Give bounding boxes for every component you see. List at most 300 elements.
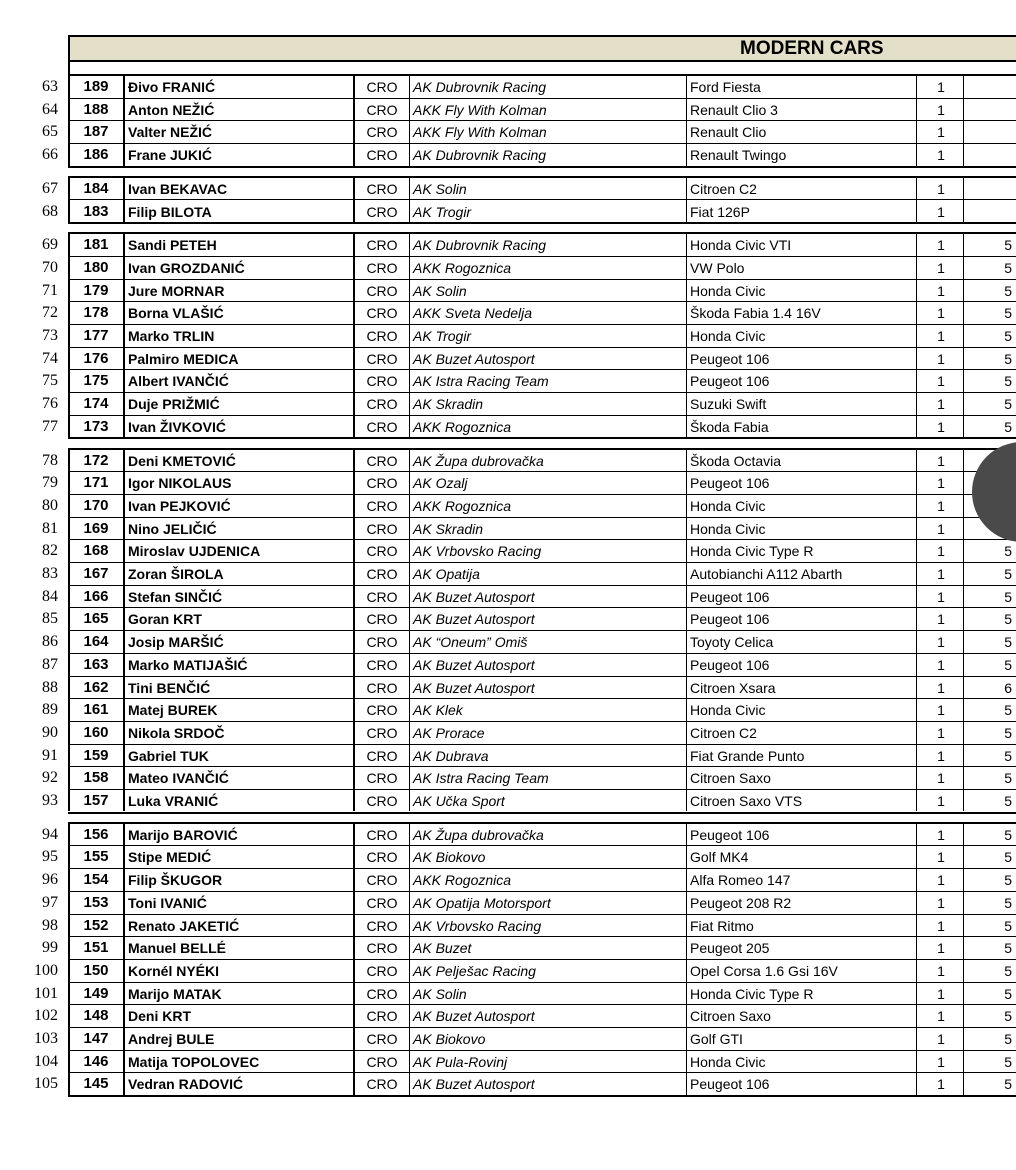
- nationality: CRO: [366, 124, 398, 141]
- group-value: 5: [1004, 1031, 1012, 1047]
- car-model: Peugeot 106: [690, 1076, 770, 1093]
- class-value: 1: [937, 237, 945, 254]
- column-divider: [686, 448, 687, 811]
- driver-name: Toni IVANIĆ: [128, 894, 207, 911]
- car-model: Škoda Octavia: [690, 452, 782, 469]
- club-name: AK Istra Racing Team: [413, 770, 549, 787]
- column-divider: [916, 177, 917, 222]
- column-divider: [123, 233, 125, 437]
- car-model: Honda Civic: [690, 497, 766, 514]
- class-value: 1: [937, 634, 945, 651]
- nationality: CRO: [366, 452, 398, 469]
- row-index: 95: [42, 848, 58, 866]
- row-divider: [68, 744, 1016, 745]
- class-value: 1: [937, 305, 945, 322]
- group-value: 5: [1004, 940, 1012, 957]
- car-model: Honda Civic: [690, 328, 766, 344]
- class-value: 1: [937, 396, 945, 413]
- start-number: 163: [83, 655, 109, 673]
- class-value: 1: [937, 894, 945, 911]
- row-index: 82: [42, 542, 58, 560]
- class-value: 1: [937, 917, 945, 934]
- class-value: 1: [937, 543, 945, 560]
- row-index: 91: [42, 746, 58, 764]
- driver-name: Duje PRIŽMIĆ: [128, 396, 220, 413]
- group-value: [966, 144, 1016, 166]
- car-model: Renault Clio: [690, 124, 767, 141]
- club-name: AK Učka Sport: [413, 793, 505, 809]
- column-divider: [68, 75, 70, 166]
- row-index: 68: [42, 202, 58, 220]
- start-number: 151: [83, 939, 109, 957]
- start-number: 177: [83, 327, 109, 344]
- nationality: CRO: [366, 656, 398, 673]
- group-value: 5: [1004, 849, 1012, 866]
- nationality: CRO: [366, 793, 398, 809]
- club-name: AK Solin: [413, 282, 467, 299]
- driver-name: Gabriel TUK: [128, 747, 209, 764]
- club-name: AKK Rogoznica: [413, 418, 512, 435]
- nationality: CRO: [366, 180, 398, 197]
- row-index: 94: [42, 825, 58, 843]
- column-divider: [68, 823, 70, 1095]
- car-model: Citroen Saxo: [690, 1008, 771, 1025]
- nationality: CRO: [366, 634, 398, 651]
- driver-name: Luka VRANIĆ: [128, 793, 219, 809]
- start-number: 189: [83, 78, 109, 95]
- club-name: AK Dubrava: [413, 747, 489, 764]
- driver-name: Palmiro MEDICA: [128, 350, 239, 367]
- club-name: AK Buzet Autosport: [413, 1076, 535, 1093]
- group-value: 5: [1004, 396, 1012, 413]
- driver-name: Nino JELIČIĆ: [128, 520, 217, 537]
- nationality: CRO: [366, 1008, 398, 1025]
- car-model: Honda Civic: [690, 282, 766, 299]
- row-index: 81: [42, 519, 58, 537]
- column-divider: [686, 75, 687, 166]
- group-value: 5: [1004, 611, 1012, 628]
- group-value: 5: [1004, 282, 1012, 299]
- class-value: 1: [937, 826, 945, 843]
- driver-name: Matej BUREK: [128, 702, 218, 719]
- start-number: 153: [83, 893, 109, 911]
- group-value: 5: [1004, 872, 1012, 889]
- car-model: Škoda Fabia: [690, 418, 769, 435]
- driver-name: Anton NEŽIĆ: [128, 101, 215, 118]
- row-index: 96: [42, 871, 58, 889]
- start-number: 167: [83, 565, 109, 582]
- nationality: CRO: [366, 1053, 398, 1070]
- column-divider: [916, 448, 917, 811]
- car-model: Renault Clio 3: [690, 101, 778, 118]
- car-model: Honda Civic: [690, 1053, 766, 1070]
- nationality: CRO: [366, 147, 398, 164]
- class-value: 1: [937, 373, 945, 390]
- group-value: [966, 121, 1016, 143]
- start-number: 184: [83, 179, 109, 197]
- club-name: AK Vrbovsko Racing: [413, 917, 542, 934]
- car-model: Citroen Saxo VTS: [690, 793, 803, 809]
- nationality: CRO: [366, 770, 398, 787]
- group-value: 6: [1004, 679, 1012, 696]
- column-divider: [353, 177, 355, 222]
- group-value: 5: [1004, 702, 1012, 719]
- nationality: CRO: [366, 328, 398, 344]
- nationality: CRO: [366, 373, 398, 390]
- row-index: 88: [42, 678, 58, 696]
- start-number: 148: [83, 1007, 109, 1025]
- start-number: 150: [83, 961, 109, 979]
- class-value: 1: [937, 985, 945, 1002]
- row-divider: [68, 1095, 1016, 1097]
- start-number: 152: [83, 916, 109, 934]
- driver-name: Nikola SRDOČ: [128, 724, 225, 741]
- driver-name: Đivo FRANIĆ: [128, 79, 216, 95]
- column-divider: [123, 177, 125, 222]
- column-divider: [963, 177, 964, 222]
- club-name: AK Opatija Motorsport: [413, 894, 551, 911]
- start-number: 187: [83, 123, 109, 141]
- group-value: 5: [1004, 350, 1012, 367]
- row-index: 97: [42, 893, 58, 911]
- row-index: 100: [34, 961, 58, 979]
- driver-name: Manuel BELLÉ: [128, 940, 227, 957]
- row-index: 101: [34, 984, 58, 1002]
- group-value: 5: [1004, 770, 1012, 787]
- start-number: 173: [83, 417, 109, 435]
- group-value: 5: [1004, 305, 1012, 322]
- column-divider: [353, 823, 355, 1095]
- start-number: 174: [83, 395, 109, 413]
- group-value: 5: [1004, 962, 1012, 979]
- driver-name: Kornél NYÉKI: [128, 962, 220, 979]
- start-number: 188: [83, 100, 109, 118]
- row-index: 87: [42, 655, 58, 673]
- car-model: Citroen Xsara: [690, 679, 776, 696]
- nationality: CRO: [366, 305, 398, 322]
- nationality: CRO: [366, 962, 398, 979]
- club-name: AK Trogir: [413, 203, 472, 220]
- club-name: AKK Rogoznica: [413, 259, 512, 276]
- row-index: 92: [42, 769, 58, 787]
- class-value: 1: [937, 259, 945, 276]
- club-name: AK Trogir: [413, 328, 472, 344]
- start-number: 155: [83, 848, 109, 866]
- nationality: CRO: [366, 497, 398, 514]
- group-value: [966, 76, 1016, 98]
- start-number: 169: [83, 519, 109, 537]
- nationality: CRO: [366, 826, 398, 843]
- start-number: 176: [83, 349, 109, 367]
- class-value: 1: [937, 350, 945, 367]
- nationality: CRO: [366, 894, 398, 911]
- column-divider: [68, 177, 70, 222]
- group-value: 5: [1004, 917, 1012, 934]
- car-model: Peugeot 106: [690, 373, 770, 390]
- nationality: CRO: [366, 985, 398, 1002]
- class-value: 1: [937, 566, 945, 582]
- driver-name: Renato JAKETIĆ: [128, 917, 240, 934]
- club-name: AK Solin: [413, 985, 467, 1002]
- driver-name: Marko TRLIN: [128, 328, 215, 344]
- nationality: CRO: [366, 520, 398, 537]
- start-number: 154: [83, 871, 109, 889]
- car-model: Peugeot 106: [690, 475, 770, 492]
- driver-name: Deni KMETOVIĆ: [128, 452, 236, 469]
- row-index: 70: [42, 258, 58, 276]
- group-value: 5: [1004, 634, 1012, 651]
- driver-name: Jure MORNAR: [128, 282, 225, 299]
- club-name: AK Klek: [413, 702, 463, 719]
- class-value: 1: [937, 872, 945, 889]
- nationality: CRO: [366, 418, 398, 435]
- row-index: 64: [42, 100, 58, 118]
- class-value: 1: [937, 180, 945, 197]
- column-divider: [353, 233, 355, 437]
- row-index: 105: [34, 1075, 58, 1093]
- column-divider: [916, 823, 917, 1095]
- column-divider: [409, 233, 410, 437]
- group-value: 5: [1004, 588, 1012, 605]
- driver-name: Miroslav UJDENICA: [128, 543, 261, 560]
- driver-name: Frane JUKIĆ: [128, 147, 213, 164]
- nationality: CRO: [366, 849, 398, 866]
- start-number: 180: [83, 258, 109, 276]
- group-value: 5: [1004, 1053, 1012, 1070]
- car-model: Peugeot 106: [690, 350, 770, 367]
- group-value: [966, 178, 1016, 200]
- nationality: CRO: [366, 611, 398, 628]
- column-divider: [686, 233, 687, 437]
- class-value: 1: [937, 656, 945, 673]
- row-index: 76: [42, 395, 58, 413]
- club-name: AK Dubrovnik Racing: [413, 147, 547, 164]
- group-value: 5: [1004, 1008, 1012, 1025]
- car-model: Peugeot 106: [690, 588, 770, 605]
- start-number: 157: [83, 792, 109, 809]
- class-value: 1: [937, 520, 945, 537]
- row-index: 79: [42, 474, 58, 492]
- car-model: Alfa Romeo 147: [690, 872, 791, 889]
- driver-name: Andrej BULE: [128, 1031, 215, 1047]
- row-index: 98: [42, 916, 58, 934]
- nationality: CRO: [366, 747, 398, 764]
- class-value: 1: [937, 101, 945, 118]
- start-number: 165: [83, 610, 109, 628]
- column-divider: [68, 448, 70, 811]
- club-name: AK Opatija: [413, 566, 480, 582]
- group-value: 5: [1004, 1076, 1012, 1093]
- car-model: Peugeot 106: [690, 826, 770, 843]
- driver-name: Igor NIKOLAUS: [128, 475, 232, 492]
- group-value: [966, 201, 1016, 223]
- driver-name: Vedran RADOVIĆ: [128, 1076, 244, 1093]
- column-divider: [916, 233, 917, 437]
- driver-name: Tini BENČIĆ: [128, 679, 211, 696]
- nationality: CRO: [366, 588, 398, 605]
- start-number: 186: [83, 146, 109, 164]
- class-value: 1: [937, 282, 945, 299]
- car-model: Peugeot 106: [690, 611, 770, 628]
- nationality: CRO: [366, 702, 398, 719]
- row-index: 69: [42, 236, 58, 254]
- start-number: 183: [83, 202, 109, 220]
- class-value: 1: [937, 452, 945, 469]
- car-model: Golf GTI: [690, 1031, 743, 1047]
- club-name: AK Župa dubrovačka: [413, 826, 544, 843]
- class-value: 1: [937, 475, 945, 492]
- group-value: 5: [1004, 418, 1012, 435]
- group-value: 5: [1004, 656, 1012, 673]
- class-value: 1: [937, 497, 945, 514]
- class-value: 1: [937, 611, 945, 628]
- row-index: 85: [42, 610, 58, 628]
- row-index: 99: [42, 939, 58, 957]
- group-value: 5: [1004, 747, 1012, 764]
- column-divider: [409, 823, 410, 1095]
- class-value: 1: [937, 770, 945, 787]
- nationality: CRO: [366, 396, 398, 413]
- row-divider: [68, 812, 1016, 814]
- club-name: AK “Oneum” Omiš: [413, 634, 528, 651]
- driver-name: Ivan GROZDANIĆ: [128, 259, 245, 276]
- group-value: 5: [1004, 259, 1012, 276]
- nationality: CRO: [366, 350, 398, 367]
- start-number: 146: [83, 1052, 109, 1070]
- start-number: 172: [83, 451, 109, 469]
- start-number: 175: [83, 372, 109, 390]
- section-title: MODERN CARS: [740, 38, 884, 59]
- row-index: 78: [42, 451, 58, 469]
- club-name: AK Buzet Autosport: [413, 1008, 535, 1025]
- row-index: 83: [42, 565, 58, 582]
- car-model: Peugeot 208 R2: [690, 894, 792, 911]
- class-value: 1: [937, 79, 945, 95]
- row-index: 73: [42, 327, 58, 344]
- row-divider: [68, 166, 1016, 168]
- driver-name: Zoran ŠIROLA: [128, 566, 224, 582]
- start-number: 171: [83, 474, 109, 492]
- column-divider: [963, 233, 964, 437]
- nationality: CRO: [366, 101, 398, 118]
- club-name: AKK Rogoznica: [413, 872, 512, 889]
- row-index: 93: [42, 792, 58, 809]
- column-divider: [123, 448, 125, 811]
- start-number: 178: [83, 304, 109, 322]
- class-value: 1: [937, 724, 945, 741]
- club-name: AKK Rogoznica: [413, 497, 512, 514]
- driver-name: Matija TOPOLOVEC: [128, 1053, 260, 1070]
- start-number: 149: [83, 984, 109, 1002]
- class-value: 1: [937, 588, 945, 605]
- row-divider: [68, 437, 1016, 439]
- driver-name: Ivan ŽIVKOVIĆ: [128, 418, 227, 435]
- start-number: 162: [83, 678, 109, 696]
- club-name: AK Buzet Autosport: [413, 588, 535, 605]
- row-divider: [68, 1004, 1016, 1005]
- car-model: Renault Twingo: [690, 147, 787, 164]
- driver-name: Stefan SINČIĆ: [128, 588, 223, 605]
- row-index: 63: [42, 78, 58, 95]
- club-name: AK Skradin: [413, 520, 484, 537]
- club-name: AK Ozalj: [413, 475, 468, 492]
- driver-name: Mateo IVANČIĆ: [128, 770, 229, 787]
- club-name: AK Buzet: [413, 940, 472, 957]
- row-divider: [68, 607, 1016, 608]
- row-index: 67: [42, 179, 58, 197]
- column-divider: [353, 448, 355, 811]
- club-name: AKK Sveta Nedelja: [413, 305, 533, 322]
- club-name: AK Vrbovsko Racing: [413, 543, 542, 560]
- start-number: 161: [83, 701, 109, 719]
- club-name: AK Buzet Autosport: [413, 611, 535, 628]
- class-value: 1: [937, 849, 945, 866]
- group-value: 5: [1004, 793, 1012, 809]
- group-value: 5: [1004, 373, 1012, 390]
- group-value: 5: [1004, 543, 1012, 560]
- car-model: Suzuki Swift: [690, 396, 767, 413]
- driver-name: Valter NEŽIĆ: [128, 124, 213, 141]
- group-value: 5: [1004, 826, 1012, 843]
- class-value: 1: [937, 418, 945, 435]
- car-model: Golf MK4: [690, 849, 749, 866]
- car-model: Citroen C2: [690, 724, 757, 741]
- nationality: CRO: [366, 237, 398, 254]
- start-number: 156: [83, 825, 109, 843]
- nationality: CRO: [366, 475, 398, 492]
- column-divider: [409, 177, 410, 222]
- row-index: 77: [42, 417, 58, 435]
- car-model: Opel Corsa 1.6 Gsi 16V: [690, 962, 838, 979]
- class-value: 1: [937, 1031, 945, 1047]
- club-name: AKK Fly With Kolman: [413, 124, 547, 141]
- row-index: 103: [34, 1030, 58, 1047]
- driver-name: Goran KRT: [128, 611, 202, 628]
- nationality: CRO: [366, 872, 398, 889]
- row-index: 72: [42, 304, 58, 322]
- start-number: 145: [83, 1075, 109, 1093]
- row-index: 90: [42, 723, 58, 741]
- nationality: CRO: [366, 679, 398, 696]
- car-model: Škoda Fabia 1.4 16V: [690, 305, 821, 322]
- start-number: 159: [83, 746, 109, 764]
- car-model: Peugeot 106: [690, 656, 770, 673]
- nationality: CRO: [366, 282, 398, 299]
- column-divider: [68, 233, 70, 437]
- car-model: Fiat Grande Punto: [690, 747, 805, 764]
- class-value: 1: [937, 1053, 945, 1070]
- class-value: 1: [937, 1076, 945, 1093]
- club-name: AK Buzet Autosport: [413, 350, 535, 367]
- car-model: Fiat 126P: [690, 203, 750, 220]
- row-index: 104: [34, 1052, 58, 1070]
- nationality: CRO: [366, 203, 398, 220]
- class-value: 1: [937, 328, 945, 344]
- driver-name: Josip MARŠIĆ: [128, 634, 224, 651]
- header-left-border: [68, 35, 70, 75]
- class-value: 1: [937, 679, 945, 696]
- start-number: 179: [83, 281, 109, 299]
- start-number: 168: [83, 542, 109, 560]
- row-index: 84: [42, 587, 58, 605]
- driver-name: Deni KRT: [128, 1008, 191, 1025]
- column-divider: [686, 177, 687, 222]
- column-divider: [963, 75, 964, 166]
- driver-name: Marko MATIJAŠIĆ: [128, 656, 248, 673]
- nationality: CRO: [366, 724, 398, 741]
- car-model: Honda Civic Type R: [690, 985, 814, 1002]
- column-divider: [409, 448, 410, 811]
